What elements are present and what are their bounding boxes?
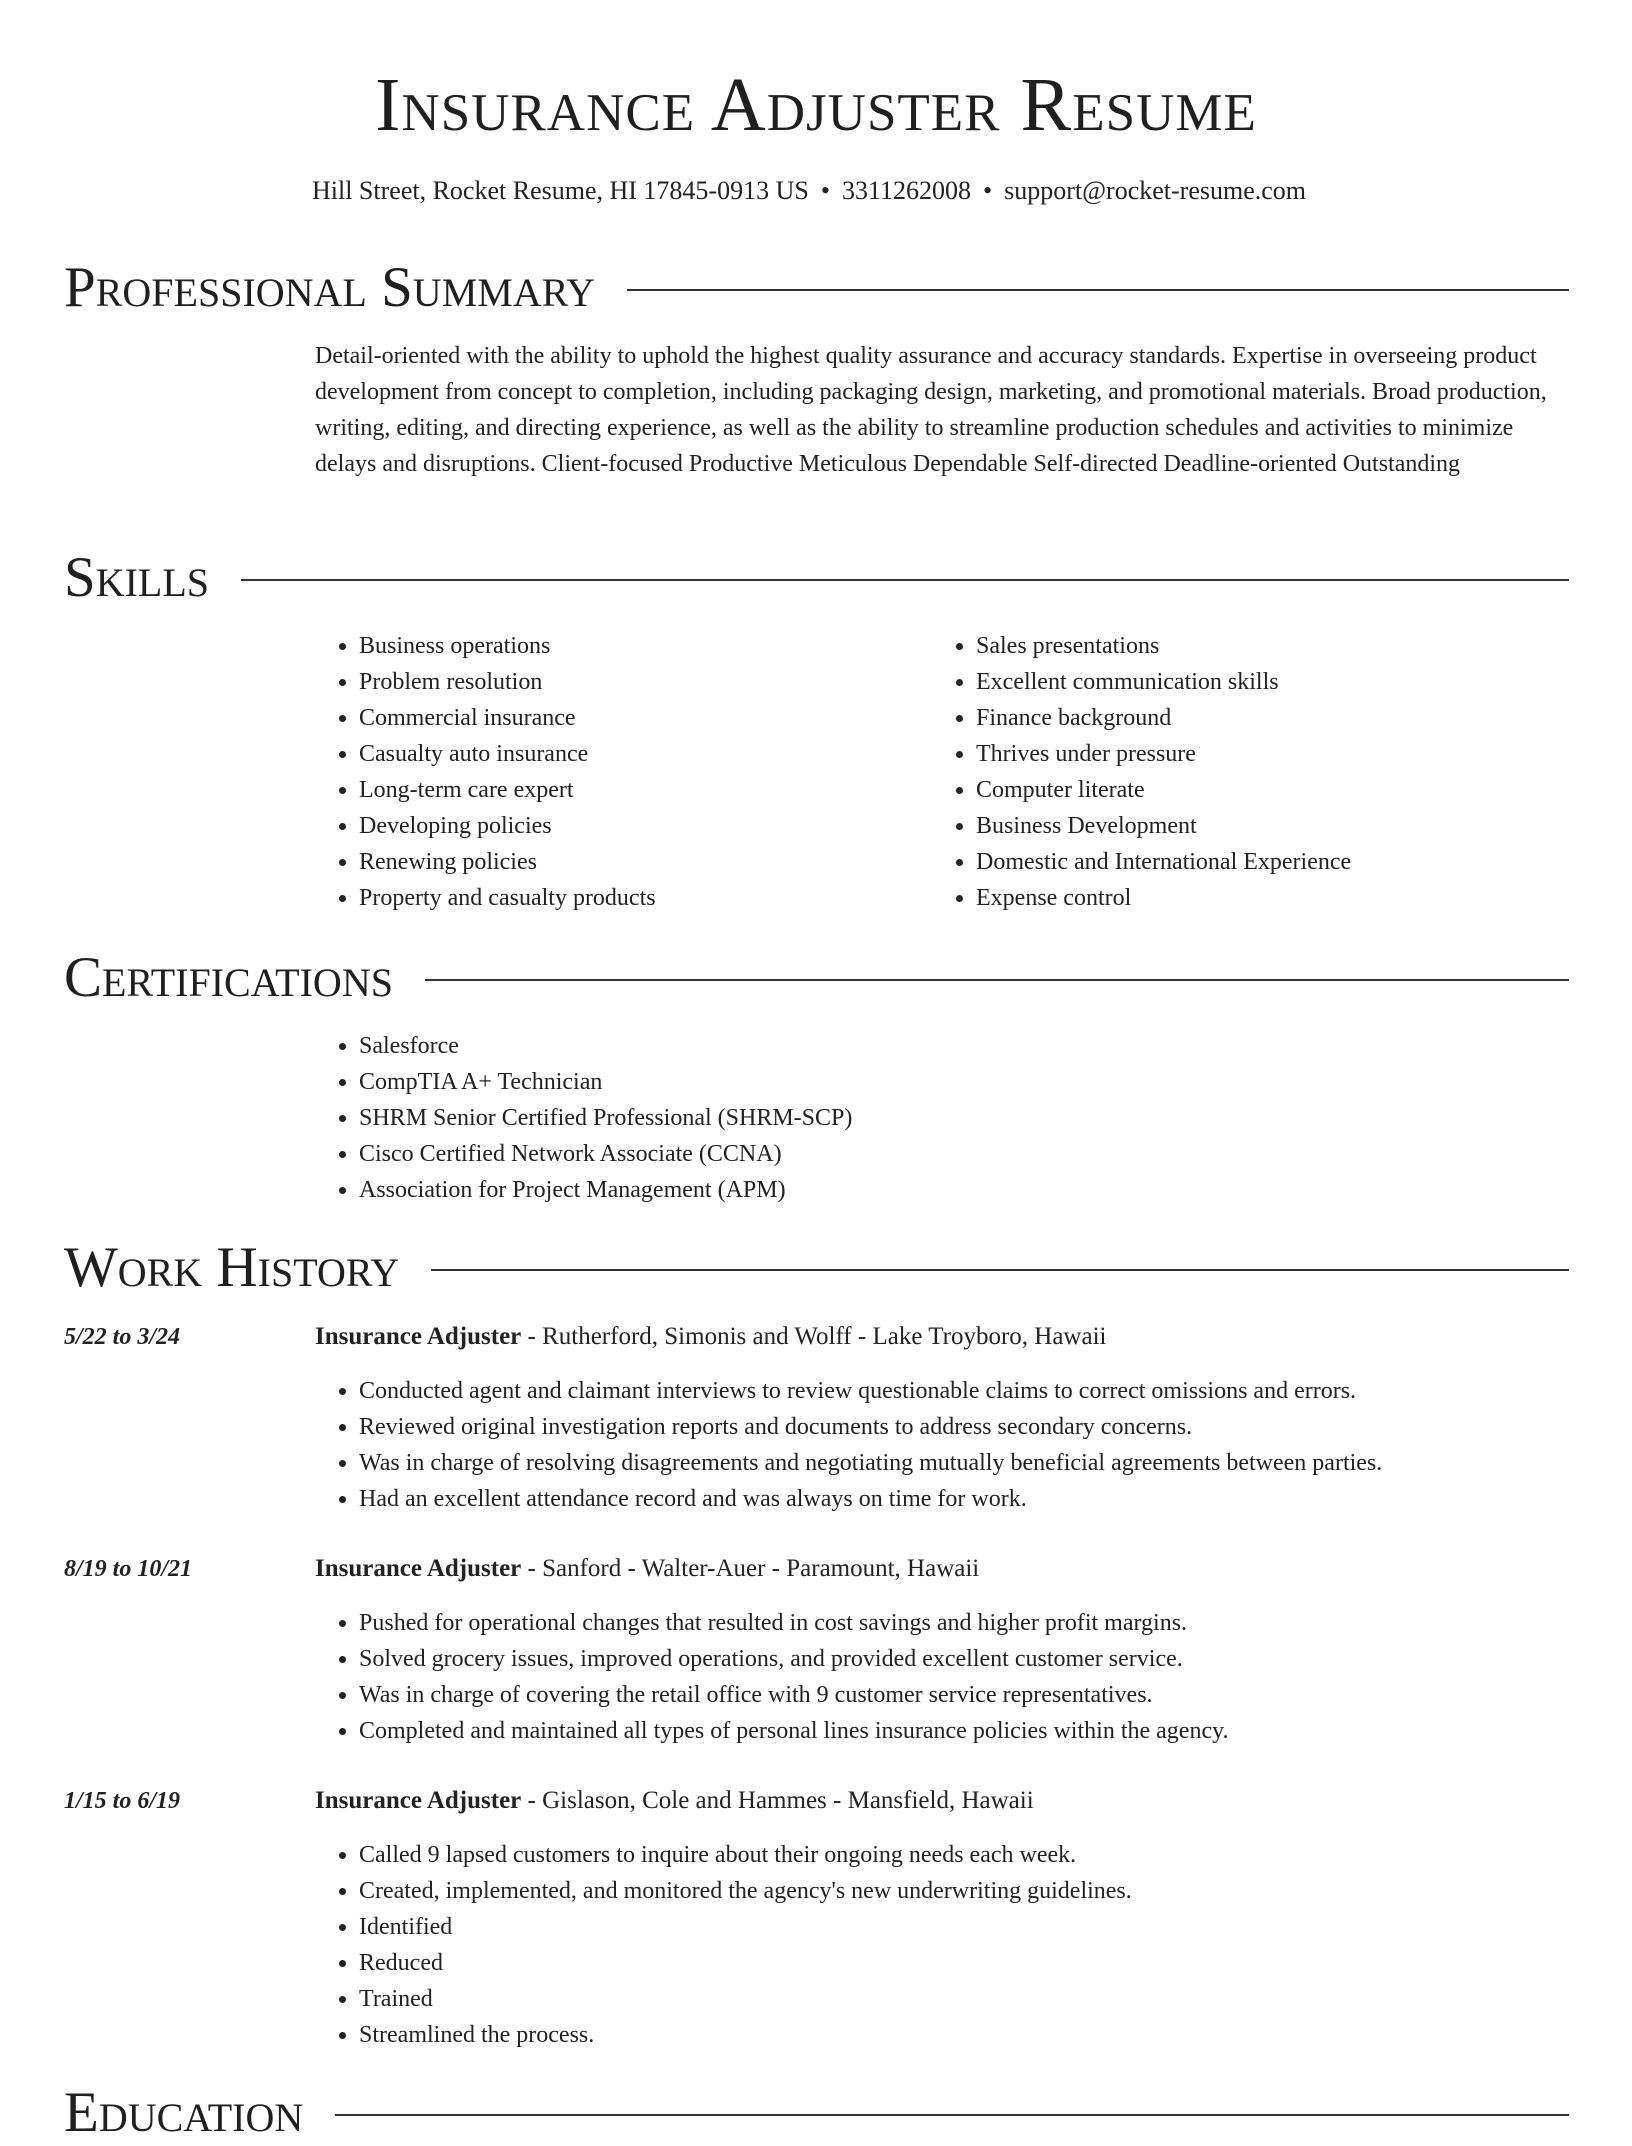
contact-line — [0, 173, 1618, 209]
skill-item: • Business Development — [976, 808, 1351, 844]
job-dates: 1/15 to 6/19 — [64, 1788, 181, 1814]
job-bullet: • Completed and maintained all types of personal lines insurance policies within the agency. — [359, 1713, 1229, 1749]
resume-title: Insurance Adjuster Resume — [375, 63, 1257, 147]
certification-item: • SHRM Senior Certified Professional (SHRM-SCP) — [359, 1100, 852, 1136]
work-section-header — [64, 1235, 1569, 1301]
job-bullet: • Streamlined the process. — [359, 2017, 1132, 2053]
job-dates: 5/22 to 3/24 — [64, 1324, 181, 1350]
skill-item: • Long-term care expert — [359, 772, 656, 808]
skill-item: • Sales presentations — [976, 628, 1351, 664]
job-bullet: • Reviewed original investigation reports and documents to address secondary concerns. — [359, 1409, 1382, 1445]
skill-item: • Developing policies — [359, 808, 656, 844]
job-title-line — [315, 1551, 979, 1587]
job-bullets — [315, 1373, 1382, 1517]
skill-item: • Excellent communication skills — [976, 664, 1351, 700]
job-title-line — [315, 1783, 1034, 1819]
job-bullet: • Reduced — [359, 1945, 1132, 1981]
job-bullet: • Was in charge of covering the retail office with 9 customer service representatives. — [359, 1677, 1229, 1713]
contact-separator: • — [982, 176, 993, 205]
job-bullet: • Identified — [359, 1909, 1132, 1945]
skill-item: • Thrives under pressure — [976, 736, 1351, 772]
certifications-heading: Certifications — [64, 946, 393, 1009]
job-bullet: • Solved grocery issues, improved operations, and provided excellent customer service. — [359, 1641, 1229, 1677]
job-bullet: • Created, implemented, and monitored the agency's new underwriting guidelines. — [359, 1873, 1132, 1909]
section-divider — [335, 2114, 1569, 2116]
job-bullet: • Called 9 lapsed customers to inquire about their ongoing needs each week. — [359, 1837, 1132, 1873]
skill-item: • Renewing policies — [359, 844, 656, 880]
job-bullet: • Trained — [359, 1981, 1132, 2017]
summary-text: Detail-oriented with the ability to uphold the highest quality assurance and accuracy standards. Expertise in overseeing product development from concept to completion, including packaging design, marketing, and promotional materials. Broad production, writing, editing, and directing experience, as well as the ability to streamline production schedules and activities to minimize delays and disruptions. Client-focused Productive Meticulous Dependable Self-directed Deadline-oriented Outstanding — [315, 343, 1547, 477]
contact-email: support@rocket-resume.com — [1004, 176, 1307, 205]
job-role: Insurance Adjuster — [315, 1787, 522, 1814]
summary-section-header — [64, 255, 1569, 321]
job-company: - Gislason, Cole and Hammes - Mansfield, Hawaii — [521, 1787, 1034, 1814]
job-dates: 8/19 to 10/21 — [64, 1556, 193, 1582]
skills-list-left — [315, 628, 656, 916]
skills-section-header — [64, 545, 1569, 611]
section-divider — [425, 979, 1569, 981]
certification-item: • CompTIA A+ Technician — [359, 1064, 852, 1100]
skill-item: • Business operations — [359, 628, 656, 664]
section-divider — [241, 579, 1569, 581]
certification-item: • Salesforce — [359, 1028, 852, 1064]
education-heading: Education — [64, 2081, 304, 2144]
skill-item: • Problem resolution — [359, 664, 656, 700]
skill-item: • Commercial insurance — [359, 700, 656, 736]
job-company: - Rutherford, Simonis and Wolff - Lake Troyboro, Hawaii — [521, 1323, 1107, 1350]
skill-item: • Computer literate — [976, 772, 1351, 808]
job-title-line — [315, 1319, 1106, 1355]
education-section-header — [64, 2080, 1569, 2146]
work-heading: Work History — [64, 1236, 400, 1299]
skills-heading: Skills — [64, 546, 210, 609]
skill-item: • Domestic and International Experience — [976, 844, 1351, 880]
job-role: Insurance Adjuster — [315, 1555, 522, 1582]
contact-phone: 3311262008 — [841, 176, 971, 205]
certification-item: • Association for Project Management (APM) — [359, 1172, 852, 1208]
skill-item: • Finance background — [976, 700, 1351, 736]
skill-item: • Casualty auto insurance — [359, 736, 656, 772]
skills-list-right — [932, 628, 1351, 916]
skill-item: • Property and casualty products — [359, 880, 656, 916]
job-company: - Sanford - Walter-Auer - Paramount, Hawaii — [521, 1555, 980, 1582]
certification-item: • Cisco Certified Network Associate (CCNA) — [359, 1136, 852, 1172]
job-role: Insurance Adjuster — [315, 1323, 522, 1350]
section-divider — [627, 289, 1569, 291]
skill-item: • Expense control — [976, 880, 1351, 916]
job-bullet: • Conducted agent and claimant interviews to review questionable claims to correct omissions and errors. — [359, 1373, 1382, 1409]
certifications-section-header — [64, 945, 1569, 1011]
contact-separator: • — [820, 176, 830, 205]
contact-address: Hill Street, Rocket Resume, HI 17845-0913 US — [311, 176, 809, 205]
section-divider — [431, 1269, 1569, 1271]
job-bullet: • Was in charge of resolving disagreements and negotiating mutually beneficial agreements between parties. — [359, 1445, 1382, 1481]
job-bullet: • Had an excellent attendance record and was always on time for work. — [359, 1481, 1382, 1517]
certifications-list — [315, 1028, 852, 1208]
job-bullet: • Pushed for operational changes that resulted in cost savings and higher profit margins. — [359, 1605, 1229, 1641]
job-bullets — [315, 1837, 1132, 2053]
job-bullets — [315, 1605, 1229, 1749]
summary-heading: Professional Summary — [64, 256, 596, 319]
